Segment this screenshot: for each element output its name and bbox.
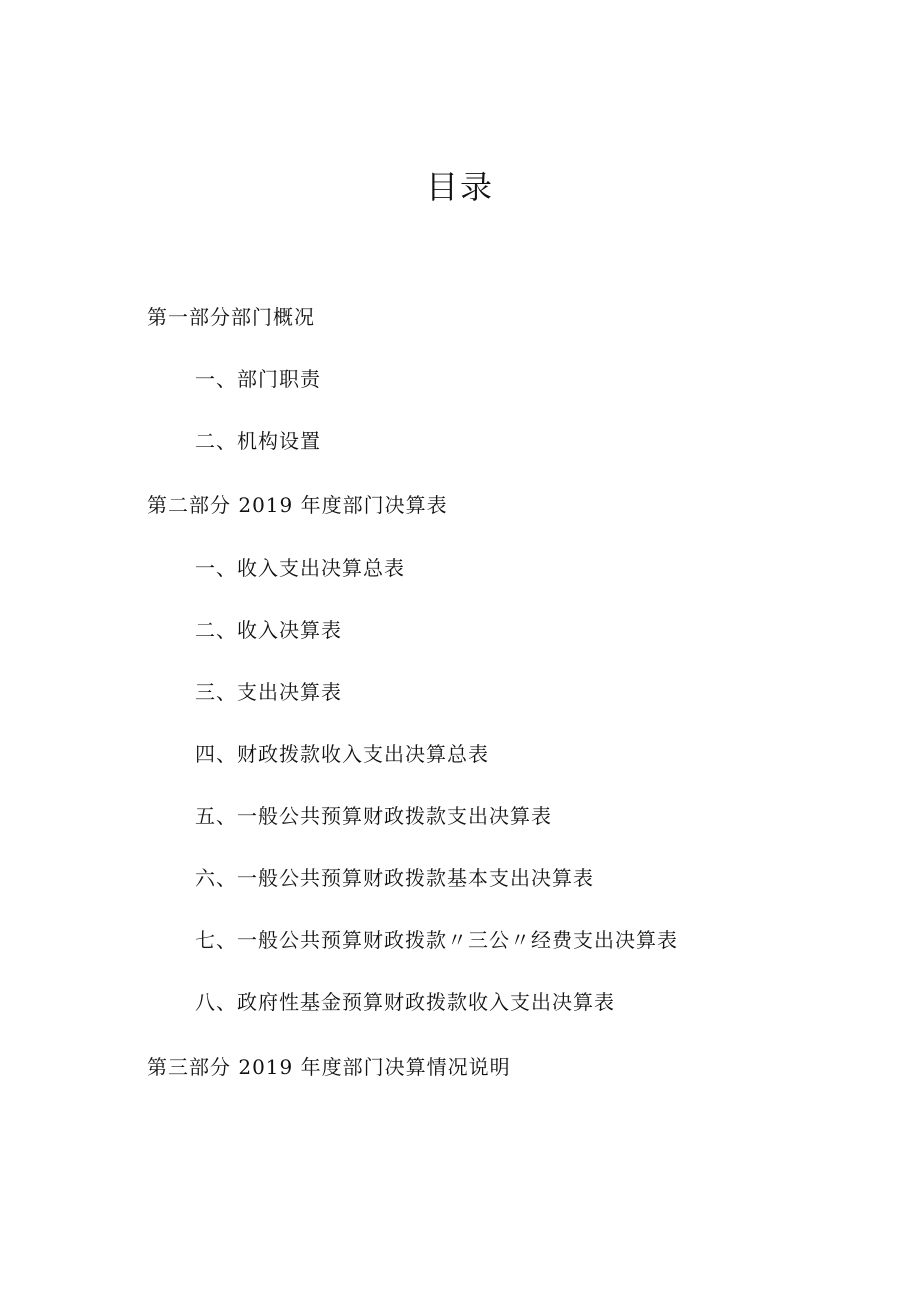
toc-part-1: 第一部分部门概况 — [147, 305, 315, 329]
toc-item-general-budget-basic-expense: 六、一般公共预算财政拨款基本支出决算表 — [195, 866, 594, 890]
toc-part-2: 第二部分 2019 年度部门决算表 — [147, 493, 448, 517]
toc-item-dept-duties: 一、部门职责 — [195, 367, 321, 391]
toc-item-three-public-expenses: 七、一般公共预算财政拨款〃三公〃经费支出决算表 — [195, 928, 678, 952]
toc-item-org-structure: 二、机构设置 — [195, 429, 321, 453]
toc-item-government-fund: 八、政府性基金预算财政拨款收入支出决算表 — [195, 990, 615, 1014]
toc-part-3: 第三部分 2019 年度部门决算情况说明 — [147, 1055, 511, 1079]
toc-item-general-budget-expense: 五、一般公共预算财政拨款支出决算表 — [195, 804, 552, 828]
toc-item-income-expense-summary: 一、收入支出决算总表 — [195, 556, 405, 580]
toc-item-fiscal-appropriation-summary: 四、财政拨款收入支出决算总表 — [195, 742, 489, 766]
toc-item-income-table: 二、收入决算表 — [195, 618, 342, 642]
page-title: 目录 — [425, 168, 494, 206]
toc-item-expense-table: 三、支出决算表 — [195, 680, 342, 704]
